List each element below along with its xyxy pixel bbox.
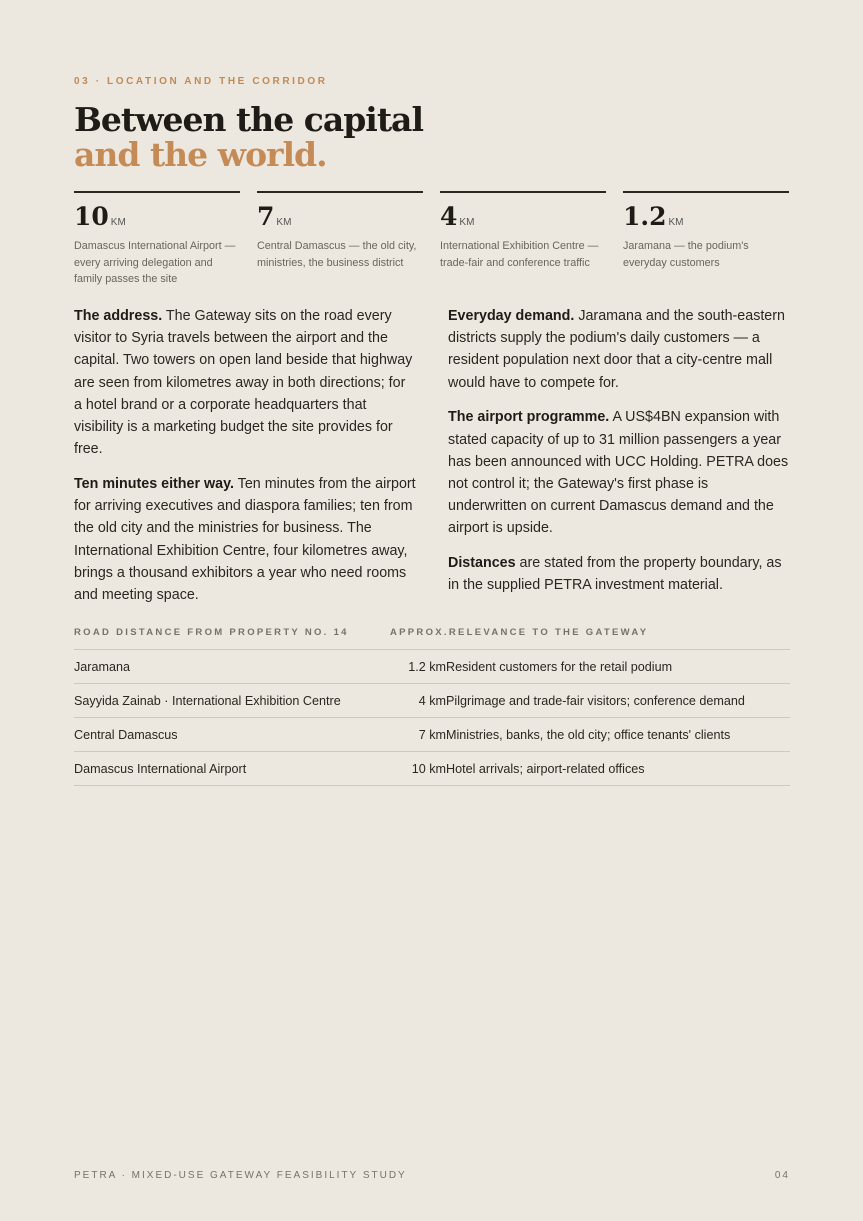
stat-value: 10 xyxy=(74,202,109,231)
table-row xyxy=(74,684,790,718)
paragraph-lead: The airport programme. xyxy=(448,409,610,426)
stat-jaramana xyxy=(623,191,789,288)
paragraph-airport-programme xyxy=(448,406,790,539)
title-line-1: Between the capital xyxy=(74,100,423,139)
cell-distance: 1.2 km xyxy=(408,659,446,674)
distance-stats xyxy=(74,191,790,288)
cell-place: Damascus International Airport xyxy=(74,761,247,776)
paragraph-lead: The address. xyxy=(74,308,163,324)
stat-unit: KM xyxy=(459,217,475,228)
stat-description: Jaramana — the podium's everyday customers xyxy=(623,240,749,269)
paragraph-text: The Gateway sits on the road every visitor to Syria travels between the airport and the capital. Two towers on open land beside that highway are seen from kilometres away in both directions; for a hotel brand or a corporate headquarters that visibility is a marketing budget the site provides for free. xyxy=(74,308,413,458)
paragraph-text: are stated from the property boundary, as in the supplied PETRA investment material. xyxy=(448,555,782,594)
stat-exhibition-centre xyxy=(440,191,606,288)
paragraph-text: Jaramana and the south-eastern districts supply the podium's daily customers — a resident population next door that a city-centre mall would have to compete for. xyxy=(448,308,785,391)
table-row xyxy=(74,752,790,786)
paragraph-lead: Everyday demand. xyxy=(448,308,575,324)
stat-description: International Exhibition Centre — trade-fair and conference traffic xyxy=(440,240,599,269)
title-line-2: and the world. xyxy=(74,135,327,174)
column-header-relevance: APPROX.RELEVANCE TO THE GATEWAY xyxy=(390,627,649,638)
paragraph-distances xyxy=(448,552,790,596)
stat-unit: KM xyxy=(276,217,292,228)
paragraph-lead: Distances xyxy=(448,555,516,572)
distance-table xyxy=(74,627,790,786)
table-header xyxy=(74,627,790,650)
footer-document-title: PETRA · MIXED-USE GATEWAY FEASIBILITY STUDY xyxy=(74,1170,407,1181)
cell-relevance: Hotel arrivals; airport-related offices xyxy=(446,761,645,776)
page-footer xyxy=(74,1170,790,1181)
cell-distance: 10 km xyxy=(411,761,446,776)
page-number: 04 xyxy=(774,1170,790,1181)
table-row xyxy=(74,718,790,752)
stat-central-damascus xyxy=(257,191,423,288)
column-header-distance: ROAD DISTANCE FROM PROPERTY NO. 14 xyxy=(74,627,349,638)
cell-relevance: Pilgrimage and trade-fair visitors; conference demand xyxy=(446,693,745,708)
cell-place: Central Damascus xyxy=(74,727,178,742)
stat-description: Damascus International Airport — every arriving delegation and family passes the site xyxy=(74,240,236,285)
body-columns xyxy=(74,305,790,619)
stat-description: Central Damascus — the old city, ministries, the business district xyxy=(257,240,417,269)
section-label: 03 · LOCATION AND THE CORRIDOR xyxy=(74,76,328,87)
cell-distance: 4 km xyxy=(418,693,446,708)
paragraph-text: Ten minutes from the airport for arriving executives and diaspora families; ten from the old city and the ministries for business. The International Exhibition Centre, four kilometres away, brings a thousand exhibitors a year who need rooms and meeting space. xyxy=(74,475,416,603)
paragraph-text: A US$4BN expansion with stated capacity of up to 31 million passengers a year has been announced with UCC Holding. PETRA does not control it; the Gateway's first phase is underwritten on current Damascus demand and the airport is upside. xyxy=(448,409,789,537)
cell-distance: 7 km xyxy=(418,727,446,742)
stat-value: 7 xyxy=(257,202,275,231)
paragraph-address xyxy=(74,305,416,460)
stat-airport xyxy=(74,191,240,288)
right-column xyxy=(448,305,790,619)
table-row xyxy=(74,650,790,684)
cell-place: Sayyida Zainab · International Exhibition Centre xyxy=(74,693,341,708)
cell-place: Jaramana xyxy=(74,659,131,674)
paragraph-ten-minutes xyxy=(74,473,416,606)
cell-relevance: Resident customers for the retail podium xyxy=(446,659,673,674)
page-title xyxy=(74,102,423,172)
stat-unit: KM xyxy=(110,217,126,228)
stat-value: 4 xyxy=(440,202,458,231)
stat-unit: KM xyxy=(668,217,684,228)
paragraph-everyday-demand xyxy=(448,305,790,394)
paragraph-lead: Ten minutes either way. xyxy=(74,475,234,492)
stat-value: 1.2 xyxy=(623,202,667,231)
cell-relevance: Ministries, banks, the old city; office tenants' clients xyxy=(446,727,731,742)
left-column xyxy=(74,305,416,619)
